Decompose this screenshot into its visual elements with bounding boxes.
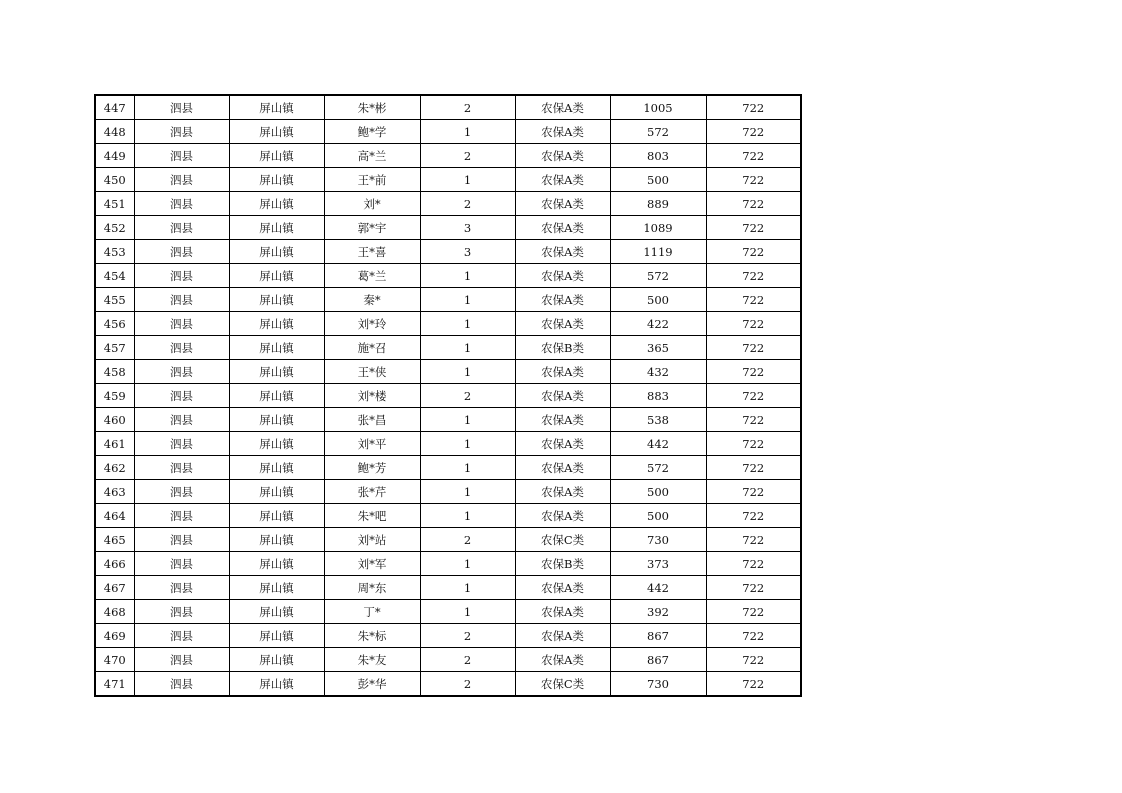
category-cell: 农保A类 <box>515 240 610 264</box>
town-cell: 屏山镇 <box>229 480 324 504</box>
amount-cell: 730 <box>610 672 706 697</box>
amount-cell: 572 <box>610 264 706 288</box>
subsidy-cell: 722 <box>706 216 801 240</box>
table-row <box>95 672 801 697</box>
name-cell: 朱*吧 <box>324 504 420 528</box>
county-cell: 泗县 <box>134 552 229 576</box>
household-count-cell: 2 <box>420 672 515 697</box>
amount-cell: 730 <box>610 528 706 552</box>
table-row <box>95 456 801 480</box>
category-cell: 农保A类 <box>515 624 610 648</box>
amount-cell: 500 <box>610 288 706 312</box>
table-row <box>95 216 801 240</box>
county-cell: 泗县 <box>134 192 229 216</box>
name-cell: 刘*军 <box>324 552 420 576</box>
category-cell: 农保A类 <box>515 168 610 192</box>
subsidy-cell: 722 <box>706 600 801 624</box>
amount-cell: 803 <box>610 144 706 168</box>
row-index-cell: 462 <box>95 456 134 480</box>
town-cell: 屏山镇 <box>229 120 324 144</box>
household-count-cell: 2 <box>420 95 515 120</box>
table-row <box>95 120 801 144</box>
household-count-cell: 1 <box>420 552 515 576</box>
county-cell: 泗县 <box>134 120 229 144</box>
county-cell: 泗县 <box>134 504 229 528</box>
town-cell: 屏山镇 <box>229 288 324 312</box>
amount-cell: 883 <box>610 384 706 408</box>
table-row <box>95 360 801 384</box>
table-row <box>95 480 801 504</box>
county-cell: 泗县 <box>134 360 229 384</box>
document-page <box>94 94 802 697</box>
amount-cell: 500 <box>610 480 706 504</box>
name-cell: 彭*华 <box>324 672 420 697</box>
row-index-cell: 457 <box>95 336 134 360</box>
town-cell: 屏山镇 <box>229 192 324 216</box>
name-cell: 王*前 <box>324 168 420 192</box>
category-cell: 农保A类 <box>515 360 610 384</box>
county-cell: 泗县 <box>134 480 229 504</box>
name-cell: 刘*平 <box>324 432 420 456</box>
category-cell: 农保A类 <box>515 216 610 240</box>
name-cell: 朱*标 <box>324 624 420 648</box>
category-cell: 农保C类 <box>515 672 610 697</box>
household-count-cell: 2 <box>420 528 515 552</box>
household-count-cell: 2 <box>420 144 515 168</box>
row-index-cell: 456 <box>95 312 134 336</box>
amount-cell: 500 <box>610 504 706 528</box>
household-count-cell: 1 <box>420 168 515 192</box>
subsidy-cell: 722 <box>706 336 801 360</box>
amount-cell: 422 <box>610 312 706 336</box>
subsidy-cell: 722 <box>706 192 801 216</box>
subsidy-cell: 722 <box>706 480 801 504</box>
table-row <box>95 528 801 552</box>
table-row <box>95 144 801 168</box>
amount-cell: 500 <box>610 168 706 192</box>
row-index-cell: 451 <box>95 192 134 216</box>
subsidy-cell: 722 <box>706 144 801 168</box>
county-cell: 泗县 <box>134 528 229 552</box>
household-count-cell: 1 <box>420 264 515 288</box>
row-index-cell: 471 <box>95 672 134 697</box>
name-cell: 刘*玲 <box>324 312 420 336</box>
table-row <box>95 95 801 120</box>
household-count-cell: 1 <box>420 288 515 312</box>
household-count-cell: 1 <box>420 360 515 384</box>
name-cell: 丁* <box>324 600 420 624</box>
town-cell: 屏山镇 <box>229 456 324 480</box>
amount-cell: 889 <box>610 192 706 216</box>
town-cell: 屏山镇 <box>229 144 324 168</box>
table-row <box>95 648 801 672</box>
row-index-cell: 447 <box>95 95 134 120</box>
name-cell: 王*喜 <box>324 240 420 264</box>
county-cell: 泗县 <box>134 216 229 240</box>
category-cell: 农保A类 <box>515 192 610 216</box>
town-cell: 屏山镇 <box>229 504 324 528</box>
row-index-cell: 449 <box>95 144 134 168</box>
amount-cell: 1089 <box>610 216 706 240</box>
category-cell: 农保A类 <box>515 600 610 624</box>
row-index-cell: 464 <box>95 504 134 528</box>
row-index-cell: 452 <box>95 216 134 240</box>
household-count-cell: 2 <box>420 192 515 216</box>
household-count-cell: 2 <box>420 648 515 672</box>
row-index-cell: 458 <box>95 360 134 384</box>
county-cell: 泗县 <box>134 144 229 168</box>
town-cell: 屏山镇 <box>229 576 324 600</box>
town-cell: 屏山镇 <box>229 336 324 360</box>
town-cell: 屏山镇 <box>229 672 324 697</box>
table-body <box>95 95 801 696</box>
category-cell: 农保A类 <box>515 432 610 456</box>
town-cell: 屏山镇 <box>229 408 324 432</box>
amount-cell: 867 <box>610 648 706 672</box>
row-index-cell: 453 <box>95 240 134 264</box>
table-row <box>95 624 801 648</box>
category-cell: 农保A类 <box>515 264 610 288</box>
category-cell: 农保A类 <box>515 408 610 432</box>
name-cell: 高*兰 <box>324 144 420 168</box>
name-cell: 刘* <box>324 192 420 216</box>
table-row <box>95 600 801 624</box>
subsidy-cell: 722 <box>706 624 801 648</box>
amount-cell: 432 <box>610 360 706 384</box>
household-count-cell: 1 <box>420 600 515 624</box>
table-row <box>95 384 801 408</box>
household-count-cell: 1 <box>420 504 515 528</box>
name-cell: 葛*兰 <box>324 264 420 288</box>
table-row <box>95 552 801 576</box>
household-count-cell: 3 <box>420 240 515 264</box>
county-cell: 泗县 <box>134 384 229 408</box>
category-cell: 农保A类 <box>515 144 610 168</box>
county-cell: 泗县 <box>134 456 229 480</box>
subsidy-cell: 722 <box>706 360 801 384</box>
county-cell: 泗县 <box>134 600 229 624</box>
amount-cell: 392 <box>610 600 706 624</box>
town-cell: 屏山镇 <box>229 312 324 336</box>
county-cell: 泗县 <box>134 168 229 192</box>
table-row <box>95 408 801 432</box>
subsidy-cell: 722 <box>706 672 801 697</box>
subsidy-cell: 722 <box>706 264 801 288</box>
row-index-cell: 465 <box>95 528 134 552</box>
town-cell: 屏山镇 <box>229 95 324 120</box>
category-cell: 农保A类 <box>515 648 610 672</box>
table-row <box>95 576 801 600</box>
household-count-cell: 1 <box>420 120 515 144</box>
subsidy-cell: 722 <box>706 168 801 192</box>
subsidy-cell: 722 <box>706 95 801 120</box>
row-index-cell: 460 <box>95 408 134 432</box>
town-cell: 屏山镇 <box>229 552 324 576</box>
county-cell: 泗县 <box>134 648 229 672</box>
row-index-cell: 470 <box>95 648 134 672</box>
name-cell: 鲍*学 <box>324 120 420 144</box>
county-cell: 泗县 <box>134 288 229 312</box>
table-row <box>95 264 801 288</box>
category-cell: 农保A类 <box>515 456 610 480</box>
name-cell: 刘*站 <box>324 528 420 552</box>
subsidy-cell: 722 <box>706 576 801 600</box>
row-index-cell: 469 <box>95 624 134 648</box>
household-count-cell: 2 <box>420 384 515 408</box>
category-cell: 农保A类 <box>515 288 610 312</box>
subsidy-cell: 722 <box>706 312 801 336</box>
county-cell: 泗县 <box>134 240 229 264</box>
town-cell: 屏山镇 <box>229 624 324 648</box>
household-count-cell: 1 <box>420 456 515 480</box>
amount-cell: 1119 <box>610 240 706 264</box>
category-cell: 农保A类 <box>515 95 610 120</box>
row-index-cell: 454 <box>95 264 134 288</box>
category-cell: 农保B类 <box>515 552 610 576</box>
county-cell: 泗县 <box>134 264 229 288</box>
subsidy-cell: 722 <box>706 528 801 552</box>
amount-cell: 373 <box>610 552 706 576</box>
amount-cell: 442 <box>610 576 706 600</box>
table-row <box>95 168 801 192</box>
town-cell: 屏山镇 <box>229 600 324 624</box>
name-cell: 施*召 <box>324 336 420 360</box>
county-cell: 泗县 <box>134 336 229 360</box>
subsidy-cell: 722 <box>706 504 801 528</box>
subsidy-cell: 722 <box>706 384 801 408</box>
category-cell: 农保C类 <box>515 528 610 552</box>
county-cell: 泗县 <box>134 95 229 120</box>
household-count-cell: 1 <box>420 576 515 600</box>
town-cell: 屏山镇 <box>229 432 324 456</box>
table-row <box>95 432 801 456</box>
subsidy-cell: 722 <box>706 552 801 576</box>
table-row <box>95 504 801 528</box>
amount-cell: 365 <box>610 336 706 360</box>
name-cell: 朱*彬 <box>324 95 420 120</box>
town-cell: 屏山镇 <box>229 240 324 264</box>
household-count-cell: 1 <box>420 312 515 336</box>
name-cell: 朱*友 <box>324 648 420 672</box>
name-cell: 张*昌 <box>324 408 420 432</box>
town-cell: 屏山镇 <box>229 360 324 384</box>
town-cell: 屏山镇 <box>229 648 324 672</box>
subsidy-cell: 722 <box>706 120 801 144</box>
county-cell: 泗县 <box>134 624 229 648</box>
household-count-cell: 1 <box>420 408 515 432</box>
amount-cell: 572 <box>610 120 706 144</box>
town-cell: 屏山镇 <box>229 168 324 192</box>
county-cell: 泗县 <box>134 408 229 432</box>
county-cell: 泗县 <box>134 672 229 697</box>
category-cell: 农保A类 <box>515 576 610 600</box>
name-cell: 郭*宇 <box>324 216 420 240</box>
town-cell: 屏山镇 <box>229 264 324 288</box>
name-cell: 鲍*芳 <box>324 456 420 480</box>
subsidy-cell: 722 <box>706 408 801 432</box>
row-index-cell: 459 <box>95 384 134 408</box>
name-cell: 秦* <box>324 288 420 312</box>
name-cell: 刘*楼 <box>324 384 420 408</box>
amount-cell: 867 <box>610 624 706 648</box>
row-index-cell: 448 <box>95 120 134 144</box>
row-index-cell: 450 <box>95 168 134 192</box>
name-cell: 张*芹 <box>324 480 420 504</box>
name-cell: 周*东 <box>324 576 420 600</box>
subsidy-cell: 722 <box>706 432 801 456</box>
county-cell: 泗县 <box>134 576 229 600</box>
table-row <box>95 312 801 336</box>
beneficiary-table <box>94 94 802 697</box>
town-cell: 屏山镇 <box>229 528 324 552</box>
subsidy-cell: 722 <box>706 240 801 264</box>
category-cell: 农保A类 <box>515 312 610 336</box>
category-cell: 农保A类 <box>515 120 610 144</box>
table-row <box>95 240 801 264</box>
table-row <box>95 288 801 312</box>
town-cell: 屏山镇 <box>229 384 324 408</box>
category-cell: 农保B类 <box>515 336 610 360</box>
category-cell: 农保A类 <box>515 504 610 528</box>
row-index-cell: 461 <box>95 432 134 456</box>
household-count-cell: 2 <box>420 624 515 648</box>
household-count-cell: 1 <box>420 480 515 504</box>
row-index-cell: 455 <box>95 288 134 312</box>
household-count-cell: 1 <box>420 432 515 456</box>
category-cell: 农保A类 <box>515 384 610 408</box>
amount-cell: 1005 <box>610 95 706 120</box>
county-cell: 泗县 <box>134 432 229 456</box>
row-index-cell: 466 <box>95 552 134 576</box>
household-count-cell: 3 <box>420 216 515 240</box>
county-cell: 泗县 <box>134 312 229 336</box>
amount-cell: 572 <box>610 456 706 480</box>
row-index-cell: 467 <box>95 576 134 600</box>
town-cell: 屏山镇 <box>229 216 324 240</box>
subsidy-cell: 722 <box>706 288 801 312</box>
subsidy-cell: 722 <box>706 648 801 672</box>
category-cell: 农保A类 <box>515 480 610 504</box>
amount-cell: 538 <box>610 408 706 432</box>
household-count-cell: 1 <box>420 336 515 360</box>
amount-cell: 442 <box>610 432 706 456</box>
row-index-cell: 468 <box>95 600 134 624</box>
row-index-cell: 463 <box>95 480 134 504</box>
name-cell: 王*侠 <box>324 360 420 384</box>
table-row <box>95 336 801 360</box>
subsidy-cell: 722 <box>706 456 801 480</box>
table-row <box>95 192 801 216</box>
